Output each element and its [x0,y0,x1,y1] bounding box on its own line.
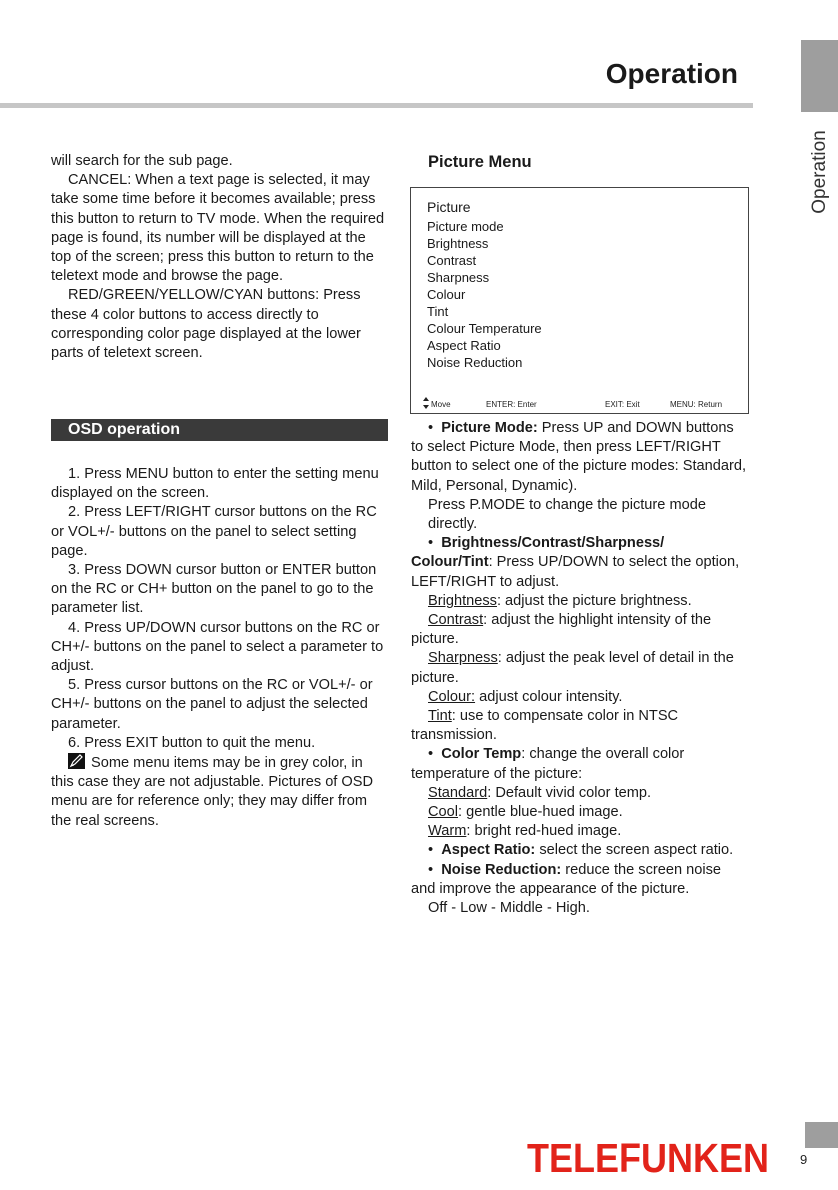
page-title: Operation [605,58,738,89]
contrast-text: : adjust the highlight intensity of the picture. [411,612,712,648]
warm-term: Warm [428,823,467,840]
colortemp-text: : change the overall color temperature of the picture: [411,746,685,782]
telefunken-logo: TELEFUNKEN [527,1134,769,1181]
side-tab [801,40,838,112]
header-divider [0,103,753,108]
pmode-paragraph: Press P.MODE to change the picture mode directly. [428,496,706,533]
noise-paragraph: • Noise Reduction: reduce the screen noise and improve the appearance of the picture. [411,861,722,897]
menu-item: Noise Reduction [427,355,523,370]
step-item: 2. Press LEFT/RIGHT cursor buttons on the RC or VOL+/- buttons on the panel to select setting page. [51,504,377,559]
page-number: 9 [800,1152,808,1167]
sharpness-term: Sharpness [428,650,498,667]
standard-text: : Default vivid color temp. [487,784,652,801]
right-column [411,419,749,918]
menu-item-list [427,218,542,371]
bcs-label: Brightness/Contrast/Sharpness/ Colour/Tint [411,535,665,571]
osd-section-heading: OSD operation [51,419,388,441]
contrast-term: Contrast [428,612,484,629]
note-pen-icon [68,753,85,769]
tint-paragraph [411,707,749,745]
menu-item: Brightness [427,236,489,251]
colour-text: adjust colour intensity. [475,688,623,705]
menu-item: Picture mode [427,219,504,234]
contrast-paragraph [411,611,749,649]
brightness-term: Brightness [428,592,497,609]
footer-exit: EXIT: Exit [605,400,640,409]
menu-item: Sharpness [427,270,490,285]
left-column-steps [51,465,388,831]
step-item: 6. Press EXIT button to quit the menu. [68,734,316,751]
noise-text: reduce the screen noise and improve the appearance of the picture. [411,861,722,897]
aspect-paragraph: • Aspect Ratio: select the screen aspect ratio. [428,842,734,859]
sharpness-paragraph [411,649,749,687]
warm-paragraph [411,822,749,841]
brightness-text: : adjust the picture brightness. [496,592,692,609]
picture-menu-title: Picture Menu [428,153,532,171]
side-section-label [801,122,838,222]
paragraph: RED/GREEN/YELLOW/CYAN buttons: Press these 4 color buttons to access directly to corresponding color page displayed at the lower parts of teletext screen. [51,287,361,362]
side-section-label-text: Operation [808,130,830,214]
colortemp-paragraph: • Color Temp: change the overall color temperature of the picture: [411,746,685,782]
bcs-paragraph: • Brightness/Contrast/Sharpness/ Colour/Tint: Press UP/DOWN to select the option, LEFT/RIGHT to adjust. [411,535,740,590]
menu-item: Contrast [427,253,477,268]
footer-enter: ENTER: Enter [486,400,537,409]
left-column-intro [51,152,388,363]
cool-text: : gentle blue-hued image. [458,804,623,821]
sharpness-text: : adjust the peak level of detail in the picture. [411,650,734,686]
colortemp-label: Color Temp [441,746,522,763]
step-item: 4. Press UP/DOWN cursor buttons on the RC or CH+/- buttons on the panel to select a parameter to adjust. [51,619,384,675]
aspect-text: select the screen aspect ratio. [535,842,734,859]
brightness-paragraph [411,592,749,611]
picture-menu-screenshot [410,187,749,414]
warm-text: : bright red-hued image. [466,823,622,840]
standard-term: Standard [428,784,488,801]
note-text: Some menu items may be in grey color, in this case they are not adjustable. Pictures of OSD menu are for reference only; they may differ from the real screens. [51,755,374,829]
colour-term: Colour: [428,688,476,705]
footer-move: Move [431,400,451,409]
bcs-text: : Press UP/DOWN to select the option, LEFT/RIGHT to adjust. [411,554,740,590]
page-tab [805,1122,838,1148]
note-paragraph [51,753,388,831]
standard-paragraph [411,784,749,803]
picture-mode-text: Press UP and DOWN buttons to select Picture Mode, then press LEFT/RIGHT button to select one of the picture modes: Standard, Mild, Personal, Dynamic). [411,420,747,494]
menu-item: Colour [427,287,466,302]
cool-term: Cool [428,804,459,821]
picture-mode-paragraph: • Picture Mode: Press UP and DOWN buttons to select Picture Mode, then press LEFT/RIGHT button to select one of the picture modes: Standard, Mild, Personal, Dynamic). [411,420,747,494]
menu-box-title: Picture [427,199,471,215]
colour-paragraph [411,688,749,707]
step-item: 5. Press cursor buttons on the RC or VOL+/- or CH+/- buttons on the panel to adjust the selected parameter. [51,677,373,732]
step-item: 3. Press DOWN cursor button or ENTER button on the RC or CH+ button on the panel to go to the parameter list. [51,562,377,617]
cool-paragraph [411,803,749,822]
menu-item: Aspect Ratio [427,338,501,353]
footer-menu: MENU: Return [670,400,723,409]
aspect-label: Aspect Ratio: [441,842,536,859]
up-down-arrow-icon [423,397,429,411]
paragraph: will search for the sub page. [51,153,233,169]
menu-item: Colour Temperature [427,321,542,336]
noise-levels: Off - Low - Middle - High. [428,900,590,917]
noise-label: Noise Reduction: [441,861,562,878]
tint-text: : use to compensate color in NTSC transmission. [411,708,679,744]
paragraph: CANCEL: When a text page is selected, it may take some time before it becomes available; press this button to return to TV mode. When the required page is found, its number will be displayed at the top of the screen; press this button to return to the teletext mode and browse the page. [51,172,385,285]
tint-term: Tint [428,708,452,725]
menu-item: Tint [427,304,449,319]
step-item: 1. Press MENU button to enter the setting menu displayed on the screen. [51,466,379,502]
picture-mode-label: Picture Mode: [441,420,538,436]
